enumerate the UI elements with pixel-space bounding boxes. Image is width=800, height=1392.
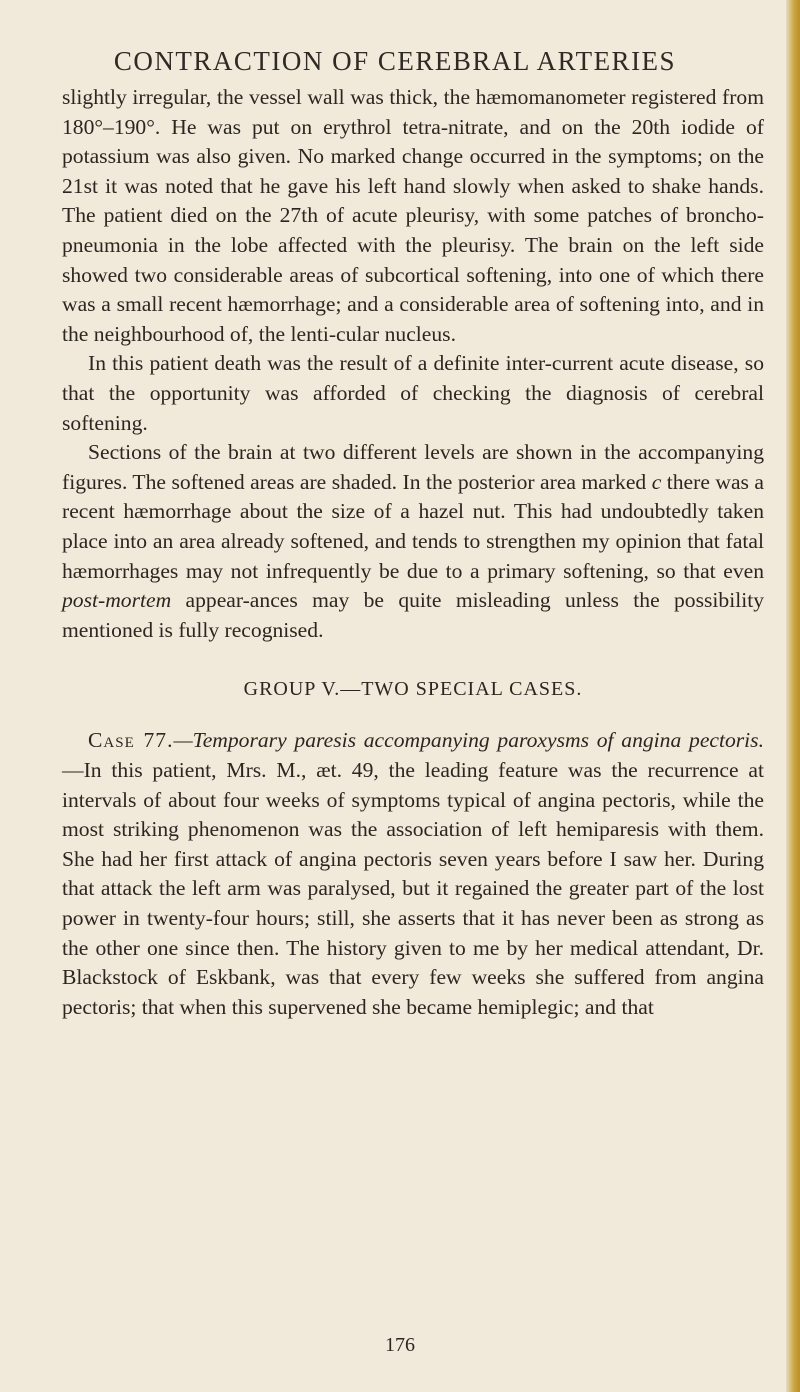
sections-text-2: there was a recent hæmorrhage about the size of a hazel nut. This had undoubtedly taken place into an area already softened, and tends to strengthen my opinion that fatal hæmorrhages may not infrequently be due to a primary softening, so that even <box>62 469 764 583</box>
paragraph-case-77 <box>62 726 764 1022</box>
post-mortem-term: post-mortem <box>62 588 172 613</box>
group-heading: GROUP V.—TWO SPECIAL CASES. <box>243 677 583 700</box>
paragraph-death-result: In this patient death was the result of a definite inter-current acute disease, so that the opportunity was afforded of checking the diagnosis of cerebral softening. <box>62 351 764 435</box>
body-text <box>62 83 764 1022</box>
running-header: CONTRACTION OF CEREBRAL ARTERIES <box>113 46 677 76</box>
paragraph-continuation: slightly irregular, the vessel wall was thick, the hæmomanometer registered from 180°–190°. He was put on erythrol tetra-nitrate, and on the 20th iodide of potassium was also given. No marked change occurred in the symptoms; on the 21st it was noted that he gave his left hand slowly when asked to shake hands. The patient died on the 27th of acute pleurisy, with some patches of broncho-pneumonia in the lobe affected with the pleurisy. The brain on the left side showed two considerable areas of subcortical softening, into one of which there was a small recent hæmorrhage; and a considerable area of softening into, and in the neighbourhood of, the lenti-cular nucleus. <box>62 85 764 346</box>
case-text: —In this patient, Mrs. M., æt. 49, the leading feature was the recurrence at intervals of about four weeks of symptoms typical of angina pectoris, while the most striking phenomenon was the association of left hemiparesis with them. She had her first attack of angina pectoris seven years before I saw her. During that attack the left arm was paralysed, but it regained the greater part of the lost power in twenty-four hours; still, she asserts that it has never been as strong as the other one since then. The history given to me by her medical attendant, Dr. Blackstock of Eskbank, was that every few weeks she suffered from angina pectoris; that when this supervened she became hemiplegic; and that <box>62 758 764 1019</box>
page-number: 176 <box>385 1334 415 1356</box>
page-edge <box>786 0 800 1392</box>
case-title: —Temporary paresis accompanying paroxysms of angina pectoris. <box>173 728 764 753</box>
area-c-label: c <box>651 469 662 494</box>
sections-text-3: appear-ances may be quite misleading unless the possibility mentioned is fully recognised. <box>62 588 764 642</box>
paragraph-sections <box>62 438 764 645</box>
case-label: Case 77. <box>88 728 174 753</box>
sections-text-1: Sections of the brain at two different levels are shown in the accompanying figures. The softened areas are shaded. In the posterior area marked <box>62 440 764 494</box>
